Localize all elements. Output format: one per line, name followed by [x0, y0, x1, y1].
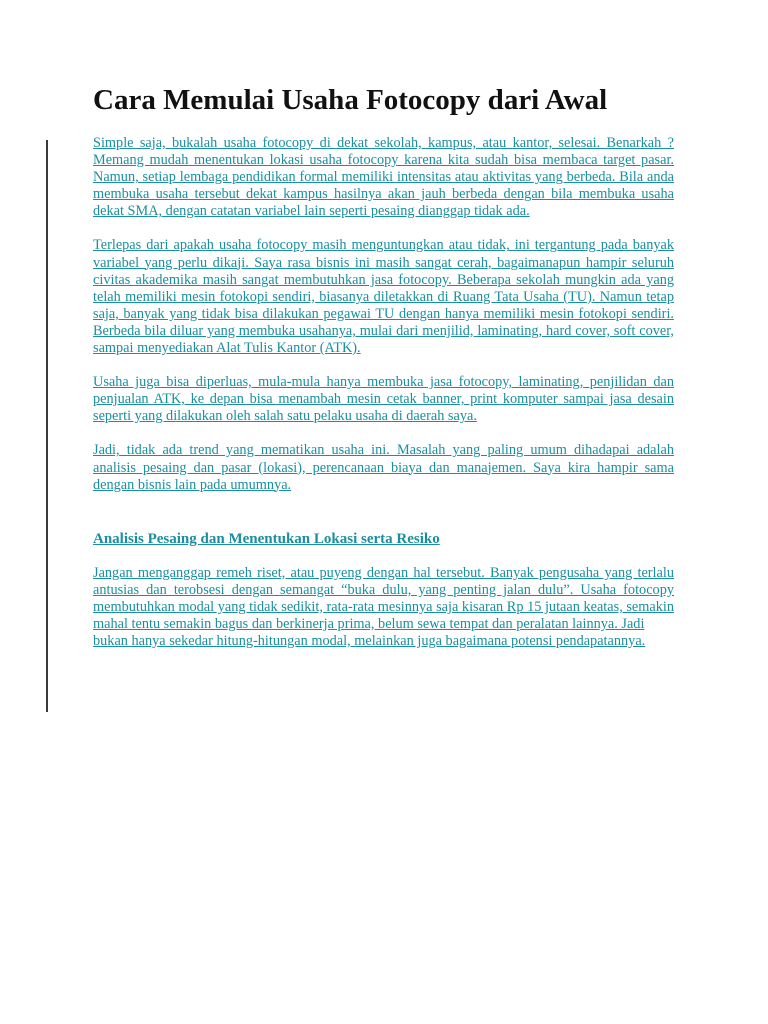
paragraph-4[interactable]: Jadi, tidak ada trend yang mematikan usaha ini. Masalah yang paling umum dihadapai adalah analisis pesaing dan pasar (lokasi), perencanaan biaya dan manajemen. Saya kira hampir sama dengan bisnis lain pada umumnya.: [93, 442, 674, 493]
document-body: [93, 135, 674, 650]
document-title: Cara Memulai Usaha Fotocopy dari Awal: [93, 84, 608, 116]
section-paragraph[interactable]: Jangan menganggap remeh riset, atau puyeng dengan hal tersebut. Banyak pengusaha yang terlalu antusias dan terobsesi dengan semangat “buka dulu, yang penting jalan dulu”. Usaha fotocopy membutuhkan modal yang tidak sedikit, rata-rata mesinnya saja kisaran Rp 15 jutaan keatas, semakin mahal tentu semakin bagus dan berkinerja prima, belum sewa tempat dan peralatan lainnya. Jadi: [93, 564, 674, 632]
paragraph-1[interactable]: Simple saja, bukalah usaha fotocopy di dekat sekolah, kampus, atau kantor, selesai. Benarkah ? Memang mudah menentukan lokasi usaha fotocopy karena kita sudah bisa membaca target pasar. Namun, setiap lembaga pendidikan formal memiliki intensitas atau aktivitas yang berbeda. Bila anda membuka usaha tersebut dekat kampus hasilnya akan jauh berbeda dengan bila membuka usaha dekat SMA, dengan catatan variabel lain seperti pesaing dianggap tidak ada.: [93, 135, 674, 220]
section-heading[interactable]: Analisis Pesaing dan Menentukan Lokasi serta Resiko: [93, 530, 440, 547]
change-bar: [46, 140, 48, 712]
paragraph-2[interactable]: Terlepas dari apakah usaha fotocopy masih menguntungkan atau tidak, ini tergantung pada banyak variabel yang perlu dikaji. Saya rasa bisnis ini masih sangat cerah, bagaimanapun hampir seluruh civitas akademika masih sangat membutuhkan jasa fotocopy. Beberapa sekolah mungkin ada yang telah memiliki mesin fotokopi sendiri, biasanya diletakkan di Ruang Tata Usaha (TU). Namun tetap saja, banyak yang tidak bisa dilakukan pegawai TU dengan hanya memiliki mesin fotokopi sendiri. Berbeda bila diluar yang membuka usahanya, mulai dari menjilid, laminating, hard cover, soft cover, sampai menyediakan Alat Tulis Kantor (ATK).: [93, 237, 674, 357]
section-paragraph-continued[interactable]: bukan hanya sekedar hitung-hitungan modal, melainkan juga bagaimana potensi pendapatannya.: [93, 633, 646, 650]
paragraph-3[interactable]: Usaha juga bisa diperluas, mula-mula hanya membuka jasa fotocopy, laminating, penjilidan dan penjualan ATK, ke depan bisa menambah mesin cetak banner, print komputer sampai jasa desain seperti yang dilakukan oleh salah satu pelaku usaha di daerah saya.: [93, 374, 674, 425]
